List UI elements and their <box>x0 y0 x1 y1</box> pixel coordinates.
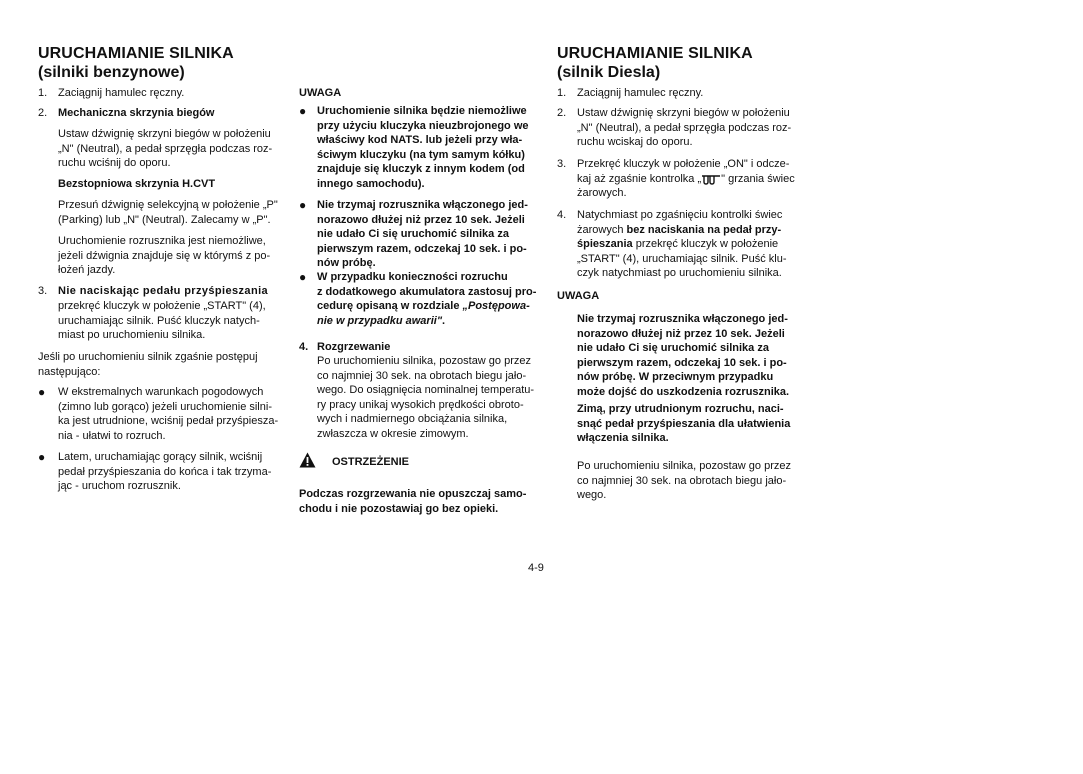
left-bullet-2: Latem, uruchamiając gorący silnik, wciśnij pedał przyśpieszania do końca i tak trzyma- jąc - uruchom rozrusznik. <box>58 451 272 493</box>
glow-plug-icon <box>701 172 721 186</box>
stall-intro: Jeśli po uruchomieniu silnik zgaśnie postępuj następująco: <box>38 351 258 378</box>
step-number: 4. <box>299 341 309 353</box>
left-step2-text: Ustaw dźwignię skrzyni biegów w położeniu „N" (Neutral), a pedał sprzęgła podczas roz- ruchu wciśnij do oporu. <box>58 128 273 170</box>
left-section-title: URUCHAMIANIE SILNIKA <box>38 45 234 62</box>
step-number: 1. <box>557 87 567 99</box>
right-step3-text-b: " grzania świec żarowych. <box>577 172 795 200</box>
right-step4-text-b: przekręć kluczyk w położenie „START" (4), uruchamiając silnik. Puść klu- czyk natychmiast po uruchomieniu silnika. <box>577 238 787 280</box>
left-step2-heading: Mechaniczna skrzynia biegów <box>58 107 215 119</box>
left-step3-text: przekręć kluczyk w położenie „START" (4), uruchamiając silnik. Puść kluczyk natych- miast po uruchomieniu silnika. <box>58 300 266 342</box>
left-section-subtitle: (silniki benzynowe) <box>38 64 185 81</box>
right-step1-text: Zaciągnij hamulec ręczny. <box>577 87 704 99</box>
middle-bullet-2: Nie trzymaj rozrusznika włączonego jed- norazowo dłużej niż przez 10 sek. Jeżeli nie udało Ci się uruchomić silnika za pierwszym razem, odczekaj 10 sek. i po- nów próbę. <box>317 199 528 270</box>
right-step4-text <box>577 208 798 281</box>
bullet-icon: ● <box>299 198 307 212</box>
right-after-text: Po uruchomieniu silnika, pozostaw go przez co najmniej 30 sek. na obrotach biegu jało- wego. <box>577 460 792 502</box>
step-number: 2. <box>38 107 48 119</box>
step-number: 4. <box>557 209 567 221</box>
bullet-icon: ● <box>299 104 307 118</box>
step-number: 3. <box>557 158 567 170</box>
right-step2-text: Ustaw dźwignię skrzyni biegów w położeniu „N" (Neutral), a pedał sprzęgła podczas roz- ruchu wciskaj do oporu. <box>577 107 792 149</box>
warning-label: OSTRZEŻENIE <box>332 456 410 468</box>
step-number: 1. <box>38 87 48 99</box>
right-uwaga-text-1: Nie trzymaj rozrusznika włączonego jed- norazowo dłużej niż przez 10 sek. Jeżeli nie udało Ci się uruchomić silnika za pierwszym razem, odczekaj 10 sek. i po- nów próbę. W przeciwnym przypadku może dojść do uszkodzenia rozrusznika. <box>577 313 790 398</box>
right-step4-text-a: Natychmiast po zgaśnięciu kontrolki świec żarowych <box>577 209 783 236</box>
middle-bullet-3-bold: W przypadku konieczności rozruchu z dodatkowego akumulatora zastosuj pro- cedurę opisaną w rozdziale <box>317 271 537 313</box>
middle-bullet-3-end: . <box>442 314 446 327</box>
uwaga-label: UWAGA <box>557 290 600 302</box>
right-step3-text <box>577 157 798 201</box>
left-step3-bold: Nie naciskając pedału przyśpieszania <box>58 285 269 297</box>
step-number: 2. <box>557 107 567 119</box>
warmup-text: Po uruchomieniu silnika, pozostaw go przez co najmniej 30 sek. na obrotach biegu jało- wego. Do osiągnięcia nominalnej temperatu- ry pracy unikaj wysokich prędkości obroto- wych i nadmiernego obciążania silnika, zwłaszcza w okresie zimowym. <box>317 355 535 440</box>
right-step4-bold: bez naciskania na pedał przy- śpieszania <box>577 223 782 251</box>
left-step1-text: Zaciągnij hamulec ręczny. <box>58 87 185 99</box>
hcvt-heading: Bezstopniowa skrzynia H.CVT <box>58 178 216 190</box>
bullet-icon: ● <box>299 270 307 284</box>
right-section-title: URUCHAMIANIE SILNIKA <box>557 45 753 62</box>
warning-text: Podczas rozgrzewania nie opuszczaj samo- chodu i nie pozostawiaj go bez opieki. <box>299 488 527 515</box>
right-uwaga-text-2: Zimą, przy utrudnionym rozruchu, naci- snąć pedał przyśpieszania dla ułatwienia włączenia silnika. <box>577 403 791 445</box>
middle-bullet-3 <box>317 270 540 328</box>
middle-bullet-3-italic: „Postępowa- nie w przypadku awarii" <box>317 300 530 327</box>
uwaga-label: UWAGA <box>299 87 342 99</box>
right-section-subtitle: (silnik Diesla) <box>557 64 661 81</box>
warning-triangle-icon <box>299 452 316 468</box>
warmup-heading: Rozgrzewanie <box>317 341 391 353</box>
page-number: 4-9 <box>528 562 544 574</box>
step-number: 3. <box>38 285 48 297</box>
hcvt-note: Uruchomienie rozrusznika jest niemożliwe, jeżeli dźwignia znajduje się w którymś z po- łożeń jazdy. <box>58 235 271 277</box>
left-bullet-1: W ekstremalnych warunkach pogodowych (zimno lub gorąco) jeżeli uruchomienie silni- ka jest utrudnione, wciśnij pedał przyśpiesza- nia - ułatwi to rozruch. <box>58 386 279 442</box>
hcvt-text: Przesuń dźwignię selekcyjną w położenie „P" (Parking) lub „N" (Neutral). Zalecamy w „P". <box>58 199 278 226</box>
right-step3-text-a: Przekręć kluczyk w położenie „ON" i odcze- kaj aż zgaśnie kontrolka „ <box>577 158 790 185</box>
bullet-icon: ● <box>38 385 46 399</box>
middle-bullet-1: Uruchomienie silnika będzie niemożliwe przy użyciu kluczyka nieuzbrojonego we właściwy kod NATS. lub jeżeli przy wła- ściwym kluczyku (na tym samym kółku) znajduje się kluczyk z innym kodem (od innego samochodu). <box>317 105 529 190</box>
bullet-icon: ● <box>38 450 46 464</box>
